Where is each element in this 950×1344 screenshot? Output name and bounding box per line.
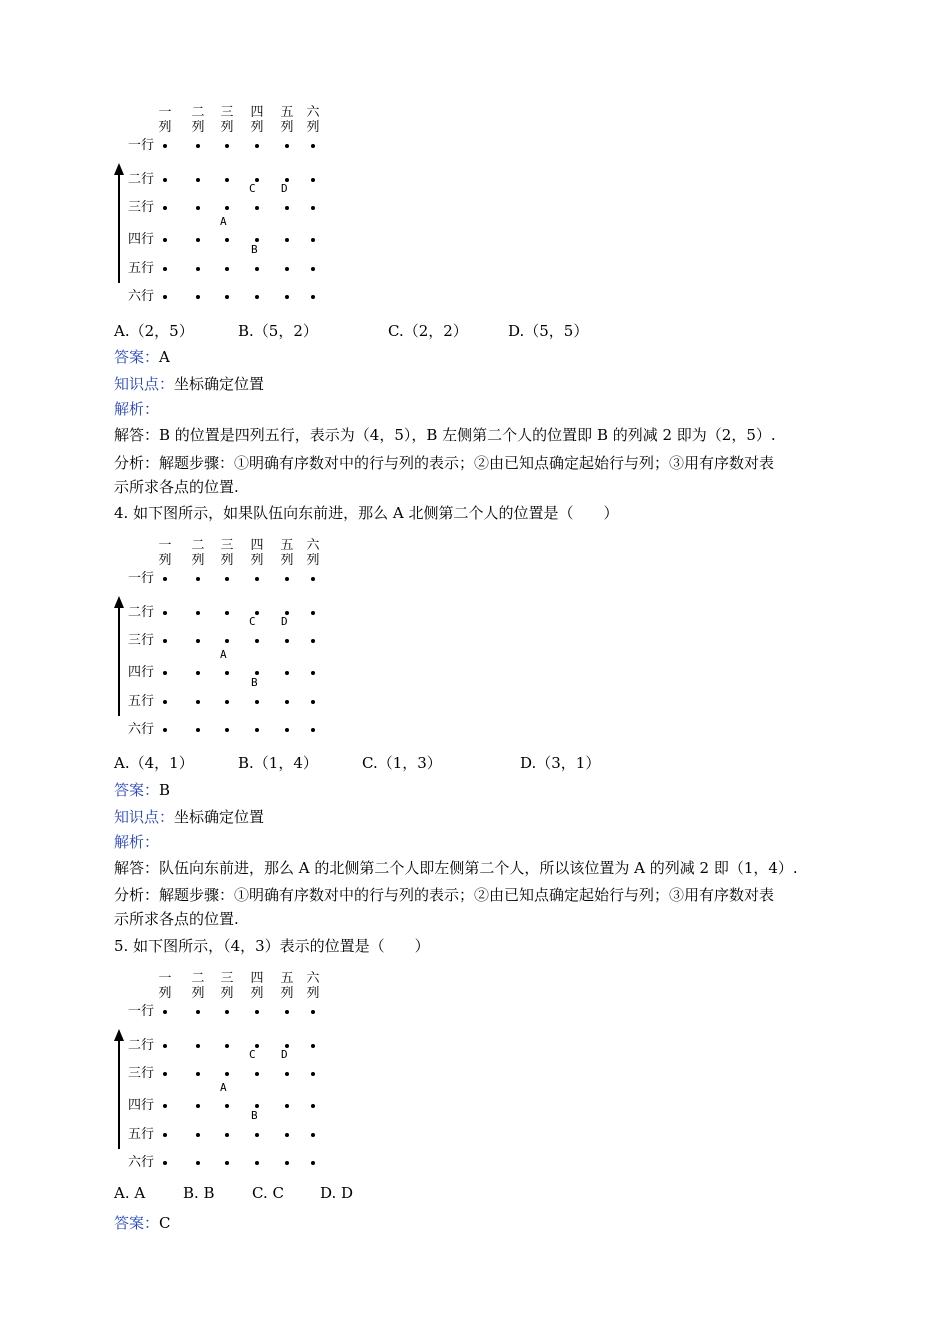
q4-solution: 解答：队伍向东前进，那么 A 的北侧第二个人即左侧第二个人，所以该位置为 A 的列减 2 即（1，4）. bbox=[114, 859, 798, 877]
q5-option-a: A. A bbox=[114, 1184, 146, 1202]
column-header-ordinal: 一 bbox=[158, 971, 172, 986]
seat-dot bbox=[255, 1072, 259, 1076]
column-header-ordinal: 五 bbox=[280, 538, 294, 553]
column-header-suffix: 列 bbox=[306, 986, 320, 1001]
row-label: 一行 bbox=[128, 1004, 155, 1019]
seat-dot bbox=[311, 639, 315, 643]
row-label: 二行 bbox=[128, 605, 155, 620]
seat-dot bbox=[225, 206, 229, 210]
seat-dot bbox=[255, 700, 259, 704]
seat-dot bbox=[196, 295, 200, 299]
q4-analysis-label: 解析： bbox=[114, 833, 160, 851]
column-header bbox=[217, 971, 237, 1001]
q4-option-b: B.（1，4） bbox=[238, 754, 318, 772]
row-label: 三行 bbox=[128, 1066, 155, 1081]
seat-dot bbox=[225, 1010, 229, 1014]
q3-analysis-label: 解析： bbox=[114, 400, 160, 418]
q5-option-c: C. C bbox=[252, 1184, 284, 1202]
seat-dot bbox=[163, 700, 167, 704]
column-header bbox=[155, 538, 175, 568]
row-label: 五行 bbox=[128, 694, 155, 709]
column-header bbox=[303, 971, 323, 1001]
q4-knowledge-point bbox=[114, 806, 264, 828]
seat-dot bbox=[311, 1072, 315, 1076]
column-header-ordinal: 四 bbox=[250, 105, 264, 120]
kp-value: 坐标确定位置 bbox=[174, 375, 265, 393]
column-header-suffix: 列 bbox=[158, 120, 172, 135]
direction-arrow-up-icon bbox=[114, 1029, 124, 1041]
q3-option-c: C.（2，2） bbox=[388, 322, 468, 340]
answer-value: C bbox=[159, 1214, 171, 1232]
seat-dot bbox=[285, 267, 289, 271]
column-header-ordinal: 三 bbox=[220, 105, 234, 120]
direction-arrow-shaft bbox=[118, 1037, 120, 1149]
seat-dot bbox=[311, 611, 315, 615]
direction-arrow-up-icon bbox=[114, 163, 124, 175]
column-header-suffix: 列 bbox=[191, 120, 205, 135]
seat-dot bbox=[196, 238, 200, 242]
seat-dot bbox=[285, 144, 289, 148]
seat-dot bbox=[311, 577, 315, 581]
row-label: 四行 bbox=[128, 232, 155, 247]
seat-dot bbox=[311, 1133, 315, 1137]
seat-dot bbox=[225, 144, 229, 148]
seat-dot bbox=[196, 728, 200, 732]
seat-dot bbox=[285, 700, 289, 704]
column-header-ordinal: 二 bbox=[191, 971, 205, 986]
seat-dot bbox=[255, 1104, 259, 1108]
q4-option-d: D.（3，1） bbox=[520, 754, 601, 772]
column-header-suffix: 列 bbox=[220, 553, 234, 568]
seat-dot bbox=[255, 1161, 259, 1165]
seat-dot bbox=[163, 1133, 167, 1137]
column-header-ordinal: 六 bbox=[306, 538, 320, 553]
column-header bbox=[303, 105, 323, 135]
seat-dot bbox=[311, 267, 315, 271]
answer-value: B bbox=[159, 781, 171, 799]
column-header-suffix: 列 bbox=[250, 986, 264, 1001]
seat-dot bbox=[163, 1072, 167, 1076]
seat-dot bbox=[311, 144, 315, 148]
q4-answer bbox=[114, 779, 170, 801]
column-header-suffix: 列 bbox=[158, 553, 172, 568]
q4-option-c: C.（1，3） bbox=[362, 754, 442, 772]
seat-dot bbox=[196, 178, 200, 182]
q3-option-d: D.（5，5） bbox=[508, 322, 589, 340]
column-header-suffix: 列 bbox=[250, 120, 264, 135]
seat-dot bbox=[225, 728, 229, 732]
seat-dot bbox=[196, 1161, 200, 1165]
seat-dot bbox=[311, 295, 315, 299]
seat-dot bbox=[225, 1104, 229, 1108]
seat-dot bbox=[163, 577, 167, 581]
column-header-ordinal: 二 bbox=[191, 538, 205, 553]
seat-dot bbox=[163, 1104, 167, 1108]
seat-dot bbox=[285, 1104, 289, 1108]
seat-dot bbox=[255, 295, 259, 299]
point-label: B bbox=[251, 676, 258, 689]
seat-dot bbox=[196, 1072, 200, 1076]
seat-dot bbox=[196, 144, 200, 148]
column-header-suffix: 列 bbox=[280, 986, 294, 1001]
seat-dot bbox=[196, 611, 200, 615]
column-header-ordinal: 三 bbox=[220, 538, 234, 553]
q5-question: 5. 如下图所示，（4，3）表示的位置是（ ） bbox=[114, 937, 430, 955]
seat-dot bbox=[311, 206, 315, 210]
seat-dot bbox=[285, 639, 289, 643]
point-label: A bbox=[220, 215, 227, 228]
seat-dot bbox=[225, 178, 229, 182]
column-header-ordinal: 三 bbox=[220, 971, 234, 986]
point-label: D bbox=[281, 1048, 288, 1061]
seat-dot bbox=[225, 1161, 229, 1165]
column-header bbox=[247, 105, 267, 135]
seat-dot bbox=[163, 1161, 167, 1165]
kp-value: 坐标确定位置 bbox=[174, 808, 265, 826]
seat-dot bbox=[311, 1010, 315, 1014]
seat-dot bbox=[196, 206, 200, 210]
seat-dot bbox=[311, 728, 315, 732]
seat-dot bbox=[255, 238, 259, 242]
q5-option-b: B. B bbox=[183, 1184, 215, 1202]
point-label: C bbox=[249, 182, 256, 195]
column-header-ordinal: 五 bbox=[280, 105, 294, 120]
direction-arrow-up-icon bbox=[114, 596, 124, 608]
seat-dot bbox=[311, 1044, 315, 1048]
seat-dot bbox=[196, 639, 200, 643]
seat-dot bbox=[255, 577, 259, 581]
seat-dot bbox=[285, 1133, 289, 1137]
seat-dot bbox=[163, 611, 167, 615]
seat-dot bbox=[163, 144, 167, 148]
direction-arrow-shaft bbox=[118, 171, 120, 283]
row-label: 一行 bbox=[128, 138, 155, 153]
row-label: 六行 bbox=[128, 289, 155, 304]
column-header bbox=[277, 105, 297, 135]
point-label: B bbox=[251, 243, 258, 256]
column-header bbox=[247, 971, 267, 1001]
q3-solution: 解答：B 的位置是四列五行，表示为（4，5），B 左侧第二个人的位置即 B 的列减 2 即为（2，5）. bbox=[114, 426, 776, 444]
seat-dot bbox=[163, 238, 167, 242]
seat-dot bbox=[255, 1133, 259, 1137]
column-header bbox=[277, 538, 297, 568]
seat-dot bbox=[285, 206, 289, 210]
seat-dot bbox=[163, 639, 167, 643]
seat-dot bbox=[196, 1010, 200, 1014]
seat-dot bbox=[285, 577, 289, 581]
seat-dot bbox=[163, 728, 167, 732]
seat-dot bbox=[196, 700, 200, 704]
q5-option-d: D. D bbox=[320, 1184, 354, 1202]
seat-dot bbox=[255, 144, 259, 148]
column-header bbox=[247, 538, 267, 568]
seat-dot bbox=[285, 1161, 289, 1165]
seat-dot bbox=[225, 700, 229, 704]
column-header-ordinal: 二 bbox=[191, 105, 205, 120]
q4-method-line2: 示所求各点的位置. bbox=[114, 910, 239, 928]
seat-dot bbox=[163, 1044, 167, 1048]
row-label: 三行 bbox=[128, 200, 155, 215]
column-header-ordinal: 六 bbox=[306, 105, 320, 120]
seat-dot bbox=[311, 1161, 315, 1165]
column-header bbox=[217, 538, 237, 568]
seat-dot bbox=[196, 1133, 200, 1137]
kp-label: 知识点： bbox=[114, 808, 175, 826]
seat-dot bbox=[285, 238, 289, 242]
column-header-suffix: 列 bbox=[280, 120, 294, 135]
row-label: 五行 bbox=[128, 261, 155, 276]
seat-dot bbox=[255, 671, 259, 675]
q5-answer bbox=[114, 1212, 171, 1234]
seat-dot bbox=[311, 671, 315, 675]
column-header-ordinal: 一 bbox=[158, 538, 172, 553]
column-header bbox=[303, 538, 323, 568]
column-header-suffix: 列 bbox=[250, 553, 264, 568]
column-header bbox=[188, 105, 208, 135]
column-header bbox=[277, 971, 297, 1001]
column-header-ordinal: 五 bbox=[280, 971, 294, 986]
q4-question: 4. 如下图所示，如果队伍向东前进，那么 A 北侧第二个人的位置是（ ） bbox=[114, 504, 619, 522]
seat-dot bbox=[196, 671, 200, 675]
seat-grid-figure-q4 bbox=[110, 538, 340, 758]
column-header-suffix: 列 bbox=[306, 553, 320, 568]
seat-dot bbox=[311, 1104, 315, 1108]
point-label: C bbox=[249, 615, 256, 628]
answer-label: 答案： bbox=[114, 781, 160, 799]
row-label: 一行 bbox=[128, 571, 155, 586]
row-label: 六行 bbox=[128, 722, 155, 737]
column-header-ordinal: 一 bbox=[158, 105, 172, 120]
column-header-ordinal: 四 bbox=[250, 971, 264, 986]
q4-method-line1: 分析：解题步骤：①明确有序数对中的行与列的表示；②由已知点确定起始行与列；③用有序数对表 bbox=[114, 886, 775, 904]
point-label: A bbox=[220, 648, 227, 661]
kp-label: 知识点： bbox=[114, 375, 175, 393]
seat-dot bbox=[225, 1133, 229, 1137]
seat-dot bbox=[311, 700, 315, 704]
row-label: 六行 bbox=[128, 1155, 155, 1170]
seat-dot bbox=[255, 206, 259, 210]
point-label: B bbox=[251, 1109, 258, 1122]
seat-dot bbox=[285, 295, 289, 299]
seat-dot bbox=[163, 671, 167, 675]
point-label: D bbox=[281, 615, 288, 628]
column-header-suffix: 列 bbox=[306, 120, 320, 135]
seat-dot bbox=[225, 639, 229, 643]
q3-option-b: B.（5，2） bbox=[238, 322, 318, 340]
row-label: 二行 bbox=[128, 1038, 155, 1053]
seat-dot bbox=[255, 1010, 259, 1014]
seat-dot bbox=[255, 639, 259, 643]
column-header-suffix: 列 bbox=[220, 986, 234, 1001]
seat-dot bbox=[196, 267, 200, 271]
seat-dot bbox=[225, 238, 229, 242]
seat-dot bbox=[163, 267, 167, 271]
row-label: 二行 bbox=[128, 172, 155, 187]
column-header bbox=[188, 538, 208, 568]
seat-grid-figure-q5 bbox=[110, 971, 340, 1191]
seat-dot bbox=[196, 1044, 200, 1048]
seat-dot bbox=[255, 267, 259, 271]
seat-dot bbox=[225, 577, 229, 581]
seat-dot bbox=[225, 267, 229, 271]
row-label: 三行 bbox=[128, 633, 155, 648]
seat-dot bbox=[225, 1044, 229, 1048]
seat-dot bbox=[163, 1010, 167, 1014]
answer-value: A bbox=[159, 348, 170, 366]
point-label: C bbox=[249, 1048, 256, 1061]
column-header-ordinal: 六 bbox=[306, 971, 320, 986]
point-label: D bbox=[281, 182, 288, 195]
seat-dot bbox=[285, 671, 289, 675]
column-header-suffix: 列 bbox=[220, 120, 234, 135]
q3-knowledge-point bbox=[114, 373, 264, 395]
seat-dot bbox=[311, 178, 315, 182]
seat-dot bbox=[163, 206, 167, 210]
column-header-ordinal: 四 bbox=[250, 538, 264, 553]
q3-method-line2: 示所求各点的位置. bbox=[114, 478, 239, 496]
column-header bbox=[217, 105, 237, 135]
column-header-suffix: 列 bbox=[280, 553, 294, 568]
seat-grid-figure-q3 bbox=[110, 105, 340, 325]
seat-dot bbox=[225, 671, 229, 675]
seat-dot bbox=[163, 295, 167, 299]
seat-dot bbox=[285, 1010, 289, 1014]
column-header bbox=[155, 105, 175, 135]
q3-method-line1: 分析：解题步骤：①明确有序数对中的行与列的表示；②由已知点确定起始行与列；③用有序数对表 bbox=[114, 454, 775, 472]
q4-option-a: A.（4，1） bbox=[114, 754, 194, 772]
seat-dot bbox=[285, 1072, 289, 1076]
column-header bbox=[155, 971, 175, 1001]
seat-dot bbox=[196, 577, 200, 581]
seat-dot bbox=[285, 728, 289, 732]
column-header-suffix: 列 bbox=[191, 986, 205, 1001]
point-label: A bbox=[220, 1081, 227, 1094]
q3-answer bbox=[114, 346, 170, 368]
seat-dot bbox=[225, 1072, 229, 1076]
seat-dot bbox=[255, 728, 259, 732]
seat-dot bbox=[163, 178, 167, 182]
row-label: 四行 bbox=[128, 665, 155, 680]
answer-label: 答案： bbox=[114, 348, 160, 366]
seat-dot bbox=[196, 1104, 200, 1108]
seat-dot bbox=[311, 238, 315, 242]
answer-label: 答案： bbox=[114, 1214, 160, 1232]
column-header bbox=[188, 971, 208, 1001]
q3-option-a: A.（2，5） bbox=[114, 322, 194, 340]
seat-dot bbox=[225, 295, 229, 299]
row-label: 五行 bbox=[128, 1127, 155, 1142]
column-header-suffix: 列 bbox=[191, 553, 205, 568]
row-label: 四行 bbox=[128, 1098, 155, 1113]
seat-dot bbox=[225, 611, 229, 615]
direction-arrow-shaft bbox=[118, 604, 120, 716]
column-header-suffix: 列 bbox=[158, 986, 172, 1001]
